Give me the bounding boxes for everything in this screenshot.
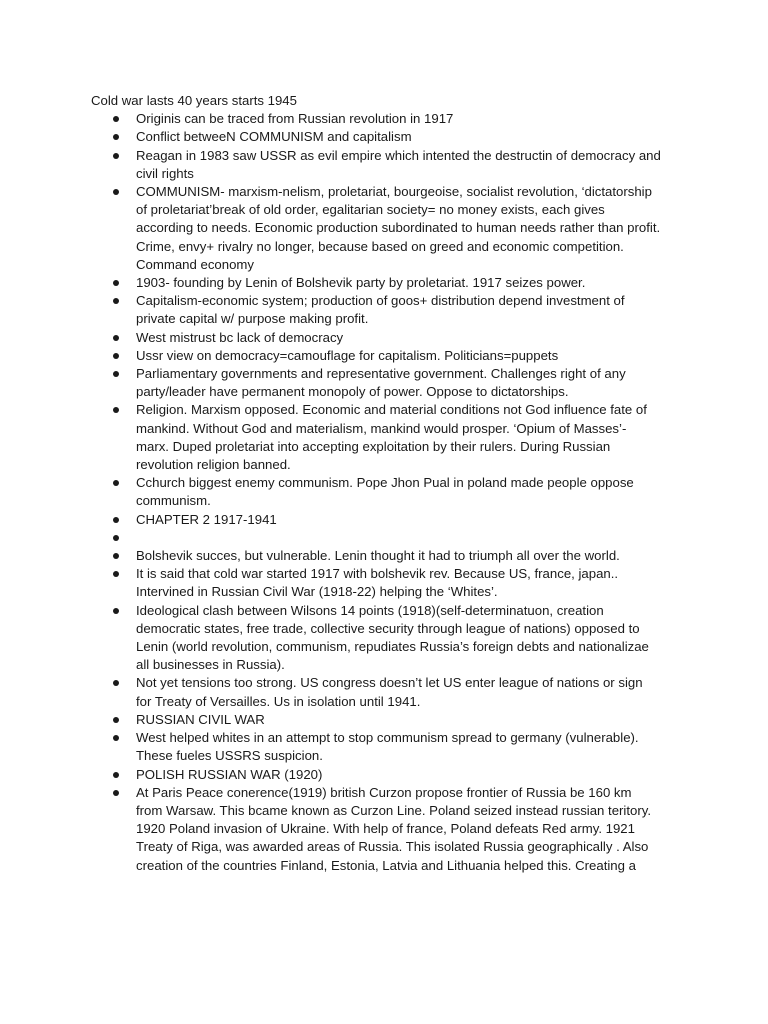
bullet-item: [91, 147, 661, 183]
bullet-text: Reagan in 1983 saw USSR as evil empire which intented the destructin of democracy and civil rights: [136, 147, 661, 181]
bullet-dot-icon: [113, 717, 119, 723]
bullet-text: Originis can be traced from Russian revolution in 1917: [136, 111, 454, 127]
bullet-item: [91, 729, 661, 765]
bullet-text: RUSSIAN CIVIL WAR: [136, 711, 265, 727]
bullet-text: At Paris Peace conerence(1919) british Curzon propose frontier of Russia be 160 km from Warsaw. This bcame known as Curzon Line. Poland seized instead russian teritory. 1920 Poland invasion of Ukraine. With help of france, Poland defeats Red army. 1921 Treaty of Riga, was awarded areas of Russia. This isolated Russia geographically . Also creation of the countries Finland, Estonia, Latvia and Lithuania helped this. Creating a: [136, 784, 652, 873]
bullet-dot-icon: [113, 772, 119, 778]
bullet-item: [91, 784, 661, 875]
bullet-text: Ideological clash between Wilsons 14 points (1918)(self-determinatuon, creation democratic states, free trade, collective security through league of nations) opposed to Lenin (world revolution, communism, repudiates Russia’s foreign debts and nationalizae all businesses in Russia).: [136, 602, 649, 673]
bullet-dot-icon: [113, 134, 119, 140]
bullet-dot-icon: [113, 517, 119, 523]
bullet-dot-icon: [113, 480, 119, 486]
bullet-dot-icon: [113, 571, 119, 577]
bullet-item: [91, 529, 661, 547]
bullet-item: [91, 183, 661, 274]
bullet-dot-icon: [113, 335, 119, 341]
bullet-text: [136, 529, 661, 547]
bullet-dot-icon: [113, 790, 119, 796]
bullet-item: [91, 347, 661, 365]
bullet-text: Not yet tensions too strong. US congress doesn’t let US enter league of nations or sign for Treaty of Versailles. Us in isolation until 1941.: [136, 675, 643, 709]
document-body: [91, 92, 661, 875]
bullet-item: [91, 365, 661, 401]
bullet-text: Religion. Marxism opposed. Economic and material conditions not God influence fate of mankind. Without God and materialism, mankind would prosper. ‘Opium of Masses’- marx. Duped proletariat into accepting exploitation by their rulers. During Russian revolution religion banned.: [136, 402, 647, 473]
bullet-text: Ussr view on democracy=camouflage for capitalism. Politicians=puppets: [136, 347, 559, 363]
bullet-dot-icon: [113, 353, 119, 359]
bullet-item: [91, 766, 661, 784]
bullet-dot-icon: [113, 280, 119, 286]
bullet-item: [91, 547, 661, 565]
bullet-item: [91, 474, 661, 510]
bullet-item: [91, 110, 661, 128]
bullet-text: West helped whites in an attempt to stop communism spread to germany (vulnerable). These fueles USSRS suspicion.: [136, 730, 639, 764]
bullet-dot-icon: [113, 407, 119, 413]
bullet-dot-icon: [113, 189, 119, 195]
bullet-text: West mistrust bc lack of democracy: [136, 329, 344, 345]
bullet-dot-icon: [113, 116, 119, 122]
bullet-list: [91, 110, 661, 875]
bullet-item: [91, 128, 661, 146]
bullet-dot-icon: [113, 535, 119, 541]
bullet-dot-icon: [113, 371, 119, 377]
bullet-text: Capitalism-economic system; production of goos+ distribution depend investment of private capital w/ purpose making profit.: [136, 293, 625, 327]
bullet-text: 1903- founding by Lenin of Bolshevik party by proletariat. 1917 seizes power.: [136, 275, 586, 291]
bullet-dot-icon: [113, 153, 119, 159]
bullet-item: [91, 401, 661, 474]
bullet-text: POLISH RUSSIAN WAR (1920): [136, 766, 323, 782]
bullet-dot-icon: [113, 298, 119, 304]
bullet-item: [91, 329, 661, 347]
document-heading: Cold war lasts 40 years starts 1945: [91, 93, 297, 108]
bullet-dot-icon: [113, 735, 119, 741]
bullet-text: It is said that cold war started 1917 with bolshevik rev. Because US, france, japan.. Intervined in Russian Civil War (1918-22) helping the ‘Whites’.: [136, 566, 619, 600]
bullet-item: [91, 511, 661, 529]
bullet-text: Conflict betweeN COMMUNISM and capitalism: [136, 129, 412, 145]
bullet-text: Cchurch biggest enemy communism. Pope Jhon Pual in poland made people oppose communism.: [136, 475, 634, 509]
bullet-dot-icon: [113, 553, 119, 559]
bullet-item: [91, 711, 661, 729]
bullet-item: [91, 292, 661, 328]
bullet-text: Bolshevik succes, but vulnerable. Lenin thought it had to triumph all over the world.: [136, 548, 620, 564]
bullet-item: [91, 274, 661, 292]
bullet-item: [91, 602, 661, 675]
bullet-item: [91, 565, 661, 601]
bullet-item: [91, 674, 661, 710]
bullet-dot-icon: [113, 608, 119, 614]
bullet-text: CHAPTER 2 1917-1941: [136, 511, 277, 527]
bullet-text: Parliamentary governments and representative government. Challenges right of any party/leader have permanent monopoly of power. Oppose to dictatorships.: [136, 366, 626, 400]
bullet-text: COMMUNISM- marxism-nelism, proletariat, bourgeoise, socialist revolution, ‘dictatorship of proletariat’break of old order, egalitarian society= no money exists, each gives according to needs. Economic production subordinated to human needs rather than profit. Crime, envy+ rivalry no longer, because based on greed and economic competition. Command economy: [136, 184, 661, 272]
bullet-dot-icon: [113, 680, 119, 686]
